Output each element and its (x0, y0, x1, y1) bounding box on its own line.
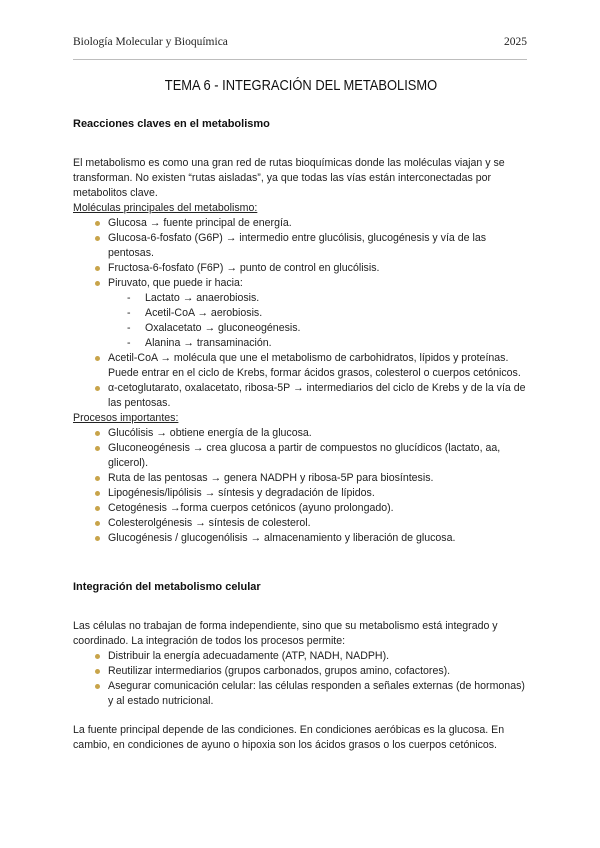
sub-list-item: - Alanina → transaminación. (145, 336, 529, 351)
list-item: Glucólisis → obtiene energía de la glucosa. (108, 426, 529, 441)
document-title: TEMA 6 - INTEGRACIÓN DEL METABOLISMO (164, 77, 438, 94)
subheading-procesos: Procesos importantes: (73, 412, 179, 424)
list-item: Lipogénesis/lipólisis → síntesis y degradación de lípidos. (108, 486, 529, 501)
section2-intro-paragraph: Las células no trabajan de forma independiente, sino que su metabolismo está integrado y coordinado. La integración de todos los procesos permite: (73, 620, 498, 647)
list-item: Asegurar comunicación celular: las células responden a señales externas (de hormonas) y al estado nutricional. (108, 679, 529, 709)
closing-paragraph: La fuente principal depende de las condiciones. En condiciones aeróbicas es la glucosa. En cambio, en condiciones de ayuno o hipoxia son los ácidos grasos o los cuerpos cetónicos. (73, 724, 505, 751)
header-divider (73, 59, 527, 60)
list-item: Acetil-CoA → molécula que une el metabolismo de carbohidratos, lípidos y proteínas. Puede entrar en el ciclo de Krebs, formar ácidos grasos, colesterol o cuerpos cetónicos. (108, 351, 529, 381)
list-item: Gluconeogénesis → crea glucosa a partir de compuestos no glucídicos (lactato, aa, glicerol). (108, 441, 529, 471)
header-year: 2025 (504, 36, 527, 48)
sub-list-item: - Lactato → anaerobiosis. (145, 291, 529, 306)
list-item: Glucosa-6-fosfato (G6P) → intermedio entre glucólisis, glucogénesis y vía de las pentosas. (108, 231, 529, 261)
sub-list-item: - Oxalacetato → gluconeogénesis. (145, 321, 529, 336)
list-item: Reutilizar intermediarios (grupos carbonados, grupos amino, cofactores). (108, 664, 529, 679)
list-item-text: Piruvato, que puede ir hacia: (108, 277, 243, 289)
list-item: Glucogénesis / glucogenólisis → almacenamiento y liberación de glucosa. (108, 531, 529, 546)
integration-list (73, 649, 529, 709)
list-item: Ruta de las pentosas → genera NADPH y ribosa-5P para biosíntesis. (108, 471, 529, 486)
list-item: Colesterolgénesis → síntesis de colesterol. (108, 516, 529, 531)
section-heading-integracion: Integración del metabolismo celular (73, 581, 261, 593)
sub-list-item: - Acetil-CoA → aerobiosis. (145, 306, 529, 321)
document-body (73, 78, 529, 753)
molecules-list (73, 216, 529, 411)
list-item: Glucosa → fuente principal de energía. (108, 216, 529, 231)
list-item: Cetogénesis →forma cuerpos cetónicos (ayuno prolongado). (108, 501, 529, 516)
header-course: Biología Molecular y Bioquímica (73, 36, 228, 48)
page-header (73, 36, 527, 48)
subheading-moleculas: Moléculas principales del metabolismo: (73, 202, 258, 214)
list-item: Fructosa-6-fosfato (F6P) → punto de control en glucólisis. (108, 261, 529, 276)
section-heading-reacciones: Reacciones claves en el metabolismo (73, 118, 270, 130)
list-item: Distribuir la energía adecuadamente (ATP, NADH, NADPH). (108, 649, 529, 664)
section-intro-paragraph: El metabolismo es como una gran red de rutas bioquímicas donde las moléculas viajan y se transforman. No existen “rutas aisladas”, ya que todas las vías están interconectadas por metabolitos clave. (73, 157, 505, 199)
list-item-piruvato (108, 276, 529, 351)
list-item: α-cetoglutarato, oxalacetato, ribosa-5P → intermediarios del ciclo de Krebs y de la vía de las pentosas. (108, 381, 529, 411)
piruvato-paths-list (108, 291, 529, 351)
processes-list (73, 426, 529, 546)
